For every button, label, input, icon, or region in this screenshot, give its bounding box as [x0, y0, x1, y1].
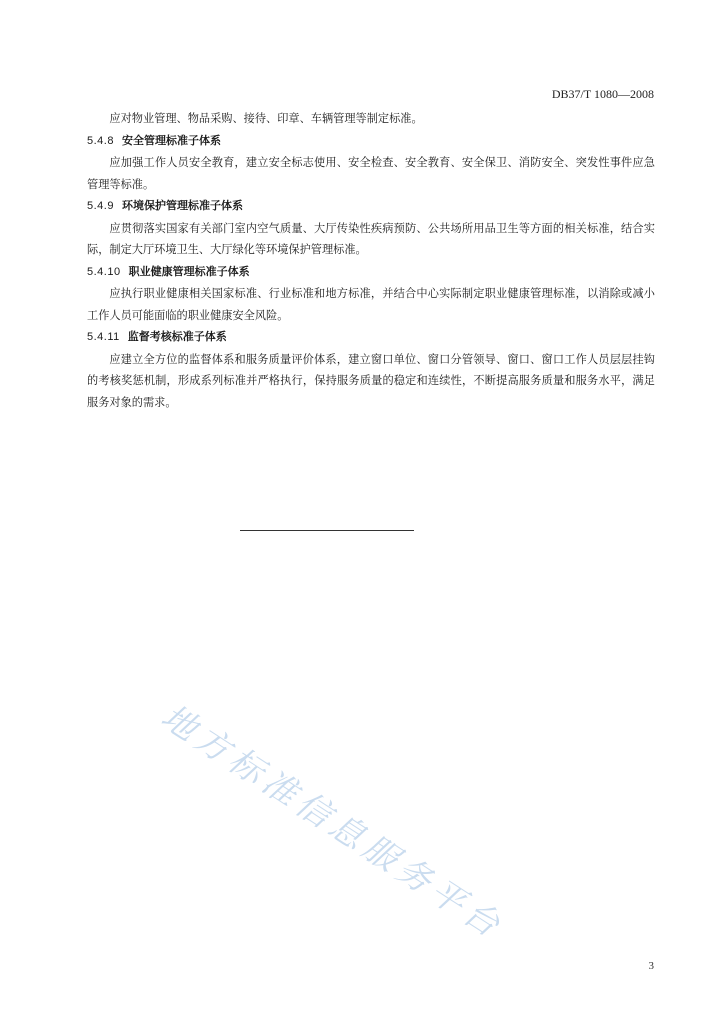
section-body-5-4-10: 应执行职业健康相关国家标准、行业标准和地方标准，并结合中心实际制定职业健康管理标准，以消除或减小工作人员可能面临的职业健康安全风险。 [87, 287, 655, 322]
section-title: 环境保护管理标准子体系 [121, 199, 243, 212]
end-of-document-rule [240, 530, 414, 531]
section-title: 监督考核标准子体系 [127, 330, 227, 343]
section-number: 5.4.9 [87, 200, 114, 212]
section-number: 5.4.8 [87, 134, 114, 147]
intro-paragraph: 应对物业管理、物品采购、接待、印章、车辆管理等制定标准。 [109, 112, 423, 125]
section-body-5-4-8: 应加强工作人员安全教育，建立安全标志使用、安全检查、安全教育、安全保卫、消防安全、突发性事件应急管理等标准。 [87, 156, 655, 191]
document-code-header: DB37/T 1080—2008 [551, 87, 654, 101]
page-number: 3 [648, 960, 654, 972]
section-number: 5.4.11 [87, 331, 120, 343]
section-title: 安全管理标准子体系 [121, 133, 221, 147]
section-body-5-4-9: 应贯彻落实国家有关部门室内空气质量、大厅传染性疾病预防、公共场所用品卫生等方面的相关标准，结合实际，制定大厅环境卫生、大厅绿化等环境保护管理标准。 [87, 221, 655, 256]
section-heading-5-4-8 [87, 130, 655, 153]
section-heading-5-4-9 [87, 195, 655, 218]
document-body [87, 108, 655, 413]
section-heading-5-4-11 [87, 326, 655, 349]
watermark: 地方标准信息服务平台 [153, 696, 512, 949]
section-heading-5-4-10 [87, 261, 655, 284]
section-title: 职业健康管理标准子体系 [128, 264, 250, 278]
section-number: 5.4.10 [87, 265, 121, 278]
section-body-5-4-11: 应建立全方位的监督体系和服务质量评价体系，建立窗口单位、窗口分管领导、窗口、窗口工作人员层层挂钩的考核奖惩机制，形成系列标准并严格执行，保持服务质量的稳定和连续性，不断提高服务质量和服务水平，满足服务对象的需求。 [87, 352, 655, 409]
